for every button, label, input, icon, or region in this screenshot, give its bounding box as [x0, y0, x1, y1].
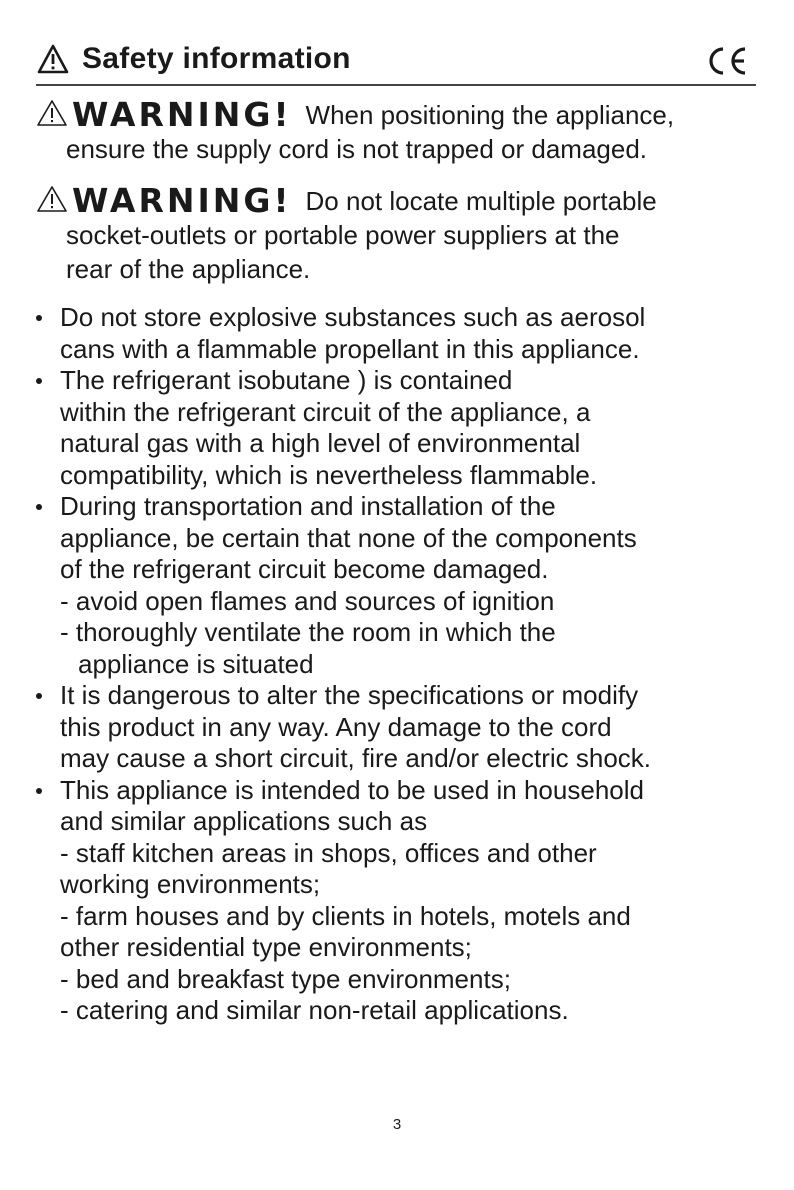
list-item-line: and similar applications such as	[60, 806, 428, 836]
bullet-dot-icon	[36, 315, 42, 321]
list-item-line: within the refrigerant circuit of the appliance, a	[60, 396, 591, 427]
list-item-line: this product in any way. Any damage to the cord	[60, 711, 612, 742]
safety-bullet-list	[34, 302, 764, 1027]
warning-text-continued: rear of the appliance.	[66, 254, 311, 284]
warning-block-1	[36, 95, 675, 166]
warning-triangle-icon	[36, 98, 68, 128]
list-item-line: may cause a short circuit, fire and/or electric shock.	[60, 743, 652, 773]
list-item-line: During transportation and installation of the	[60, 491, 556, 521]
list-item-line: other residential type environments;	[60, 932, 472, 962]
list-item-line: of the refrigerant circuit become damaged.	[60, 554, 549, 584]
list-item-line: - catering and similar non-retail applications.	[60, 995, 569, 1025]
list-item-line: appliance, be certain that none of the components	[60, 522, 637, 553]
list-item	[34, 365, 764, 491]
sub-list-item: - thoroughly ventilate the room in which the	[60, 617, 556, 647]
list-item-line: The refrigerant isobutane ) is contained	[60, 365, 513, 395]
warning-triangle-icon	[36, 43, 70, 75]
list-item-line: Do not store explosive substances such as aerosol	[60, 302, 646, 332]
section-header	[36, 40, 756, 86]
bullet-dot-icon	[36, 504, 42, 510]
warning-text: Do not locate multiple portable	[305, 186, 657, 216]
list-item	[34, 775, 764, 1027]
list-item-line: cans with a flammable propellant in this appliance.	[60, 333, 640, 364]
warning-text: When positioning the appliance,	[305, 100, 675, 130]
warning-label: WARNING!	[72, 95, 292, 134]
list-item-line: - bed and breakfast type environments;	[60, 963, 511, 994]
warning-first-line	[36, 181, 657, 220]
warning-text-continued: ensure the supply cord is not trapped or damaged.	[66, 134, 648, 164]
list-item-line: natural gas with a high level of environmental	[60, 428, 581, 458]
page-title: Safety information	[82, 42, 351, 75]
list-item-line: This appliance is intended to be used in household	[60, 774, 644, 805]
ce-mark-icon	[704, 46, 748, 76]
bullet-dot-icon	[36, 788, 42, 794]
warning-first-line	[36, 95, 675, 134]
list-item	[34, 491, 764, 586]
warning-text-continued: socket-outlets or portable power suppliers at the	[66, 220, 620, 250]
bullet-dot-icon	[36, 378, 42, 384]
warning-label: WARNING!	[72, 181, 292, 220]
list-item-line: - staff kitchen areas in shops, offices and other	[60, 837, 597, 868]
sub-list-item: - avoid open flames and sources of ignition	[60, 585, 555, 616]
header-divider	[36, 84, 756, 86]
page-number: 3	[392, 1116, 402, 1133]
list-item-line: - farm houses and by clients in hotels, motels and	[60, 900, 631, 931]
list-item-line: It is dangerous to alter the specifications or modify	[60, 680, 639, 710]
list-item	[34, 680, 764, 775]
list-item	[34, 302, 764, 365]
header-title-group	[36, 42, 351, 76]
bullet-dot-icon	[36, 693, 42, 699]
list-item-line: compatibility, which is nevertheless flammable.	[60, 459, 598, 490]
sub-list-item-continued: appliance is situated	[78, 648, 314, 679]
warning-block-2	[36, 181, 657, 286]
warning-triangle-icon	[36, 184, 68, 214]
list-item-line: working environments;	[60, 869, 321, 899]
